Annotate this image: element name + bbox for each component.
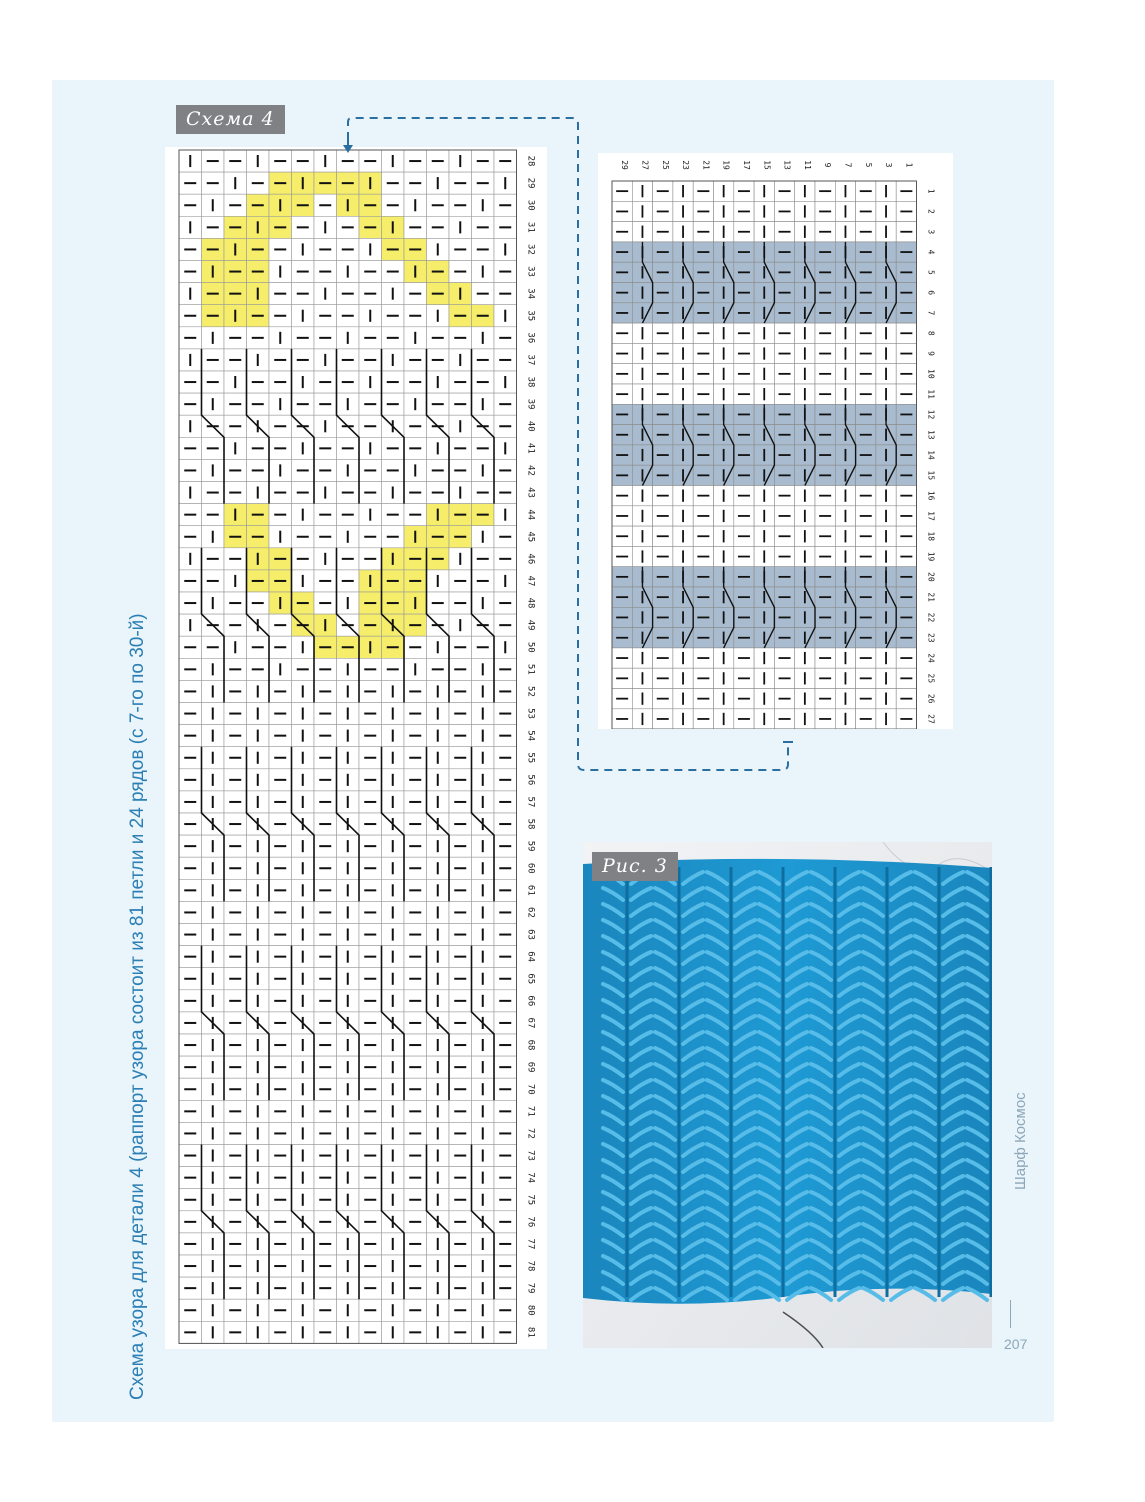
row-number: 23	[926, 632, 936, 643]
row-number: 41	[525, 442, 536, 454]
row-number: 59	[525, 840, 536, 852]
row-number-column	[526, 156, 536, 1338]
column-number: 19	[721, 160, 731, 170]
scheme-label: Схема 4	[176, 105, 285, 134]
row-number: 49	[525, 619, 536, 631]
row-number: 51	[525, 663, 536, 675]
row-number: 68	[525, 1039, 536, 1051]
row-number: 21	[926, 592, 936, 602]
row-number: 55	[525, 752, 536, 764]
row-number: 9	[926, 351, 936, 356]
main-knitting-chart	[165, 147, 547, 1349]
column-number: 7	[843, 162, 853, 168]
row-number: 35	[525, 310, 536, 322]
row-number: 38	[525, 376, 536, 388]
row-number: 20	[926, 572, 936, 582]
page-rule	[1010, 1300, 1011, 1328]
figure-label: Рис. 3	[592, 852, 678, 881]
column-number: 25	[660, 160, 670, 170]
row-number: 3	[926, 229, 936, 235]
row-number: 4	[926, 249, 936, 255]
row-number: 31	[525, 221, 536, 233]
row-number: 22	[926, 612, 936, 623]
row-number: 5	[926, 269, 936, 275]
chart-caption: Схема узора для детали 4 (раппорт узора состоит из 81 петли и 24 рядов (с 7-го по 30-й)	[127, 613, 148, 1400]
row-number: 61	[525, 884, 536, 896]
row-number: 81	[525, 1326, 536, 1338]
column-number: 29	[620, 160, 630, 170]
row-number: 50	[525, 641, 536, 653]
row-number: 64	[525, 951, 536, 963]
row-number: 34	[525, 288, 536, 300]
row-number: 54	[525, 730, 536, 742]
row-number: 25	[926, 673, 936, 684]
row-number: 71	[525, 1105, 536, 1117]
row-number: 2	[926, 209, 936, 214]
row-number: 44	[525, 509, 536, 521]
row-number: 78	[525, 1260, 536, 1272]
row-number: 13	[926, 429, 936, 440]
row-number: 79	[525, 1282, 536, 1294]
row-number: 6	[926, 290, 936, 296]
row-number: 42	[525, 465, 536, 476]
row-number: 32	[525, 244, 536, 255]
row-number: 14	[926, 450, 936, 460]
row-number: 57	[525, 796, 536, 808]
row-number: 80	[525, 1304, 536, 1316]
row-number: 47	[525, 575, 536, 587]
row-number: 69	[525, 1061, 536, 1073]
row-number: 77	[525, 1238, 536, 1250]
row-number: 52	[525, 686, 536, 697]
row-number: 65	[525, 973, 536, 985]
row-number: 39	[525, 398, 536, 410]
row-number: 73	[525, 1150, 536, 1161]
row-number: 56	[525, 774, 536, 786]
row-number: 11	[926, 389, 936, 399]
row-number: 18	[926, 531, 936, 542]
column-number-row	[620, 160, 913, 170]
row-number: 19	[926, 551, 936, 562]
row-number: 67	[525, 1017, 536, 1029]
row-number: 58	[525, 818, 536, 830]
column-number: 23	[681, 160, 691, 170]
row-number: 8	[926, 330, 936, 336]
row-number: 45	[525, 531, 536, 543]
row-number: 43	[525, 487, 536, 498]
page-number: 207	[1004, 1336, 1028, 1352]
row-number: 66	[525, 995, 536, 1007]
row-number: 28	[525, 155, 536, 167]
row-number: 15	[926, 470, 936, 481]
row-number: 27	[926, 714, 936, 724]
column-number: 17	[741, 160, 751, 170]
row-number: 40	[525, 420, 536, 432]
knitted-sample-photo	[583, 842, 992, 1348]
row-number: 63	[525, 929, 536, 940]
column-number: 1	[904, 162, 914, 168]
row-number: 70	[525, 1083, 536, 1095]
row-number-column	[927, 189, 936, 724]
row-number: 76	[525, 1216, 536, 1228]
row-number: 17	[926, 511, 936, 521]
row-number: 1	[926, 188, 936, 194]
row-number: 26	[926, 693, 936, 704]
column-number: 3	[884, 162, 894, 168]
row-number: 62	[525, 907, 536, 918]
start-knitting-chart	[598, 153, 953, 729]
row-number: 37	[525, 354, 536, 366]
row-number: 33	[525, 266, 536, 277]
row-number: 48	[525, 597, 536, 609]
column-number: 11	[802, 160, 812, 170]
row-number: 72	[525, 1128, 536, 1139]
row-number: 16	[926, 490, 936, 501]
column-number: 5	[863, 162, 873, 168]
row-number: 29	[525, 177, 536, 189]
column-number: 15	[762, 160, 772, 170]
row-number: 30	[525, 199, 536, 211]
row-number: 53	[525, 708, 536, 719]
row-number: 10	[926, 369, 936, 379]
row-number: 75	[525, 1194, 536, 1206]
row-number: 74	[525, 1172, 536, 1184]
column-number: 27	[640, 160, 650, 170]
column-number: 21	[701, 160, 711, 170]
row-number: 7	[926, 310, 936, 316]
book-title: Шарф Космос	[1012, 1092, 1029, 1190]
row-number: 36	[525, 332, 536, 344]
row-number: 12	[926, 409, 936, 420]
row-number: 24	[926, 653, 936, 663]
column-number: 9	[823, 162, 833, 168]
row-number: 60	[525, 862, 536, 874]
row-number: 46	[525, 553, 536, 565]
column-number: 13	[782, 160, 792, 170]
